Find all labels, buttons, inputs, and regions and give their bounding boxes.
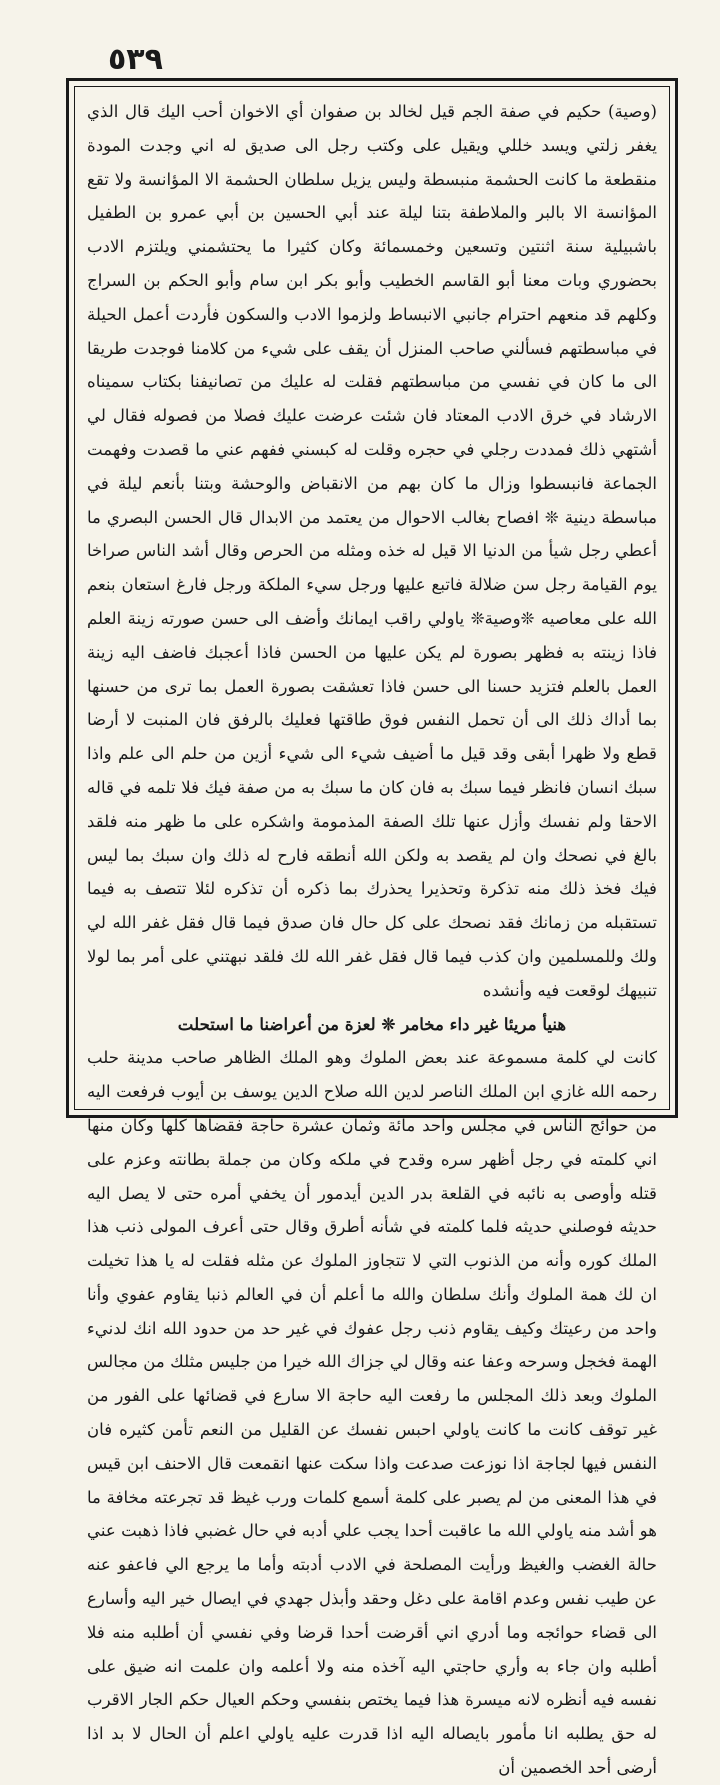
page-frame [66,78,678,1778]
text-block [87,95,657,1778]
page-frame-inner [74,86,670,1778]
paragraph: (وصية) حكيم في صفة الجم قيل لخالد بن صفوان أي الاخوان أحب اليك قال الذي يغفر زلتي ويسد خللي ويقيل على وكتب رجل الى صديق له اني وجدت المودة منقطعة ما كانت الحشمة منبسطة وليس يزيل سلطان الحشمة الا المؤانسة ولا تقع المؤانسة الا بالبر والملاطفة بتنا ليلة عند أبي الحسين بن أبي عمرو بن الطفيل باشبيلية سنة اثنتين وتسعين وخمسمائة وكان كثيرا ما يحتشمني ويلتزم الادب بحضوري وبات معنا أبو القاسم الخطيب وأبو بكر ابن سام وأبو الحكم بن السراج وكلهم قد منعهم احترام جانبي الانبساط ولزموا الادب والسكون فأردت أعمل الحيلة في مباسطتهم فسألني صاحب المنزل أن يقف على شيء من كلامنا فوجدت طريقا الى ما كان في نفسي من مباسطتهم فقلت له عليك من تصانيفنا بكتاب سميناه الارشاد في خرق الادب المعتاد فان شئت عرضت عليك فصلا من فصوله فقال لي أشتهي ذلك فمددت رجلي في حجره وقلت له كبسني ففهم عني ما قصدت وفهمت الجماعة فانبسطوا وزال ما كان بهم من الانقباض والوحشة وبتنا بأنعم ليلة في مباسطة دينية ❊ افصاح بغالب الاحوال من يعتمد من الابدال قال الحسن البصري ما أعطي رجل شيأ من الدنيا الا قيل له خذه ومثله من الحرص وقال أشد الناس صراخا يوم القيامة رجل سن ضلالة فاتبع عليها ورجل سيء الملكة ورجل فارغ استعان بنعم الله على معاصيه ❊وصية❊ ياولي راقب ايمانك وأضف الى حسن صورته زينة العلم فاذا زينته به فظهر بصورة لم يكن عليها من الحسن فاذا أعجبك فاضف اليه زينة العمل بالعلم فتزيد حسنا الى حسن فاذا تعشقت بصورة العمل بما ترى من حسنها بما أداك ذلك الى أن تحمل النفس فوق طاقتها فعليك بالرفق فان المنبت لا أرضا قطع ولا ظهرا أبقى وقد قيل ما أضيف شيء الى شيء أزين من حلم الى علم واذا سبك انسان فانظر فيما سبك به فان كان ما سبك به من صفة فيك فلا تلمه في قاله الاحقا ولم نفسك وأزل عنها تلك الصفة المذمومة واشكره على ما ظهر منه فلقد بالغ في نصحك وان لم يقصد به ولكن الله أنطقه فارح له ذلك وان سبك بما ليس فيك فخذ ذلك منه تذكرة وتحذيرا يحذرك بما ذكره أن تذكره لئلا تتصف به فيما تستقبله من زمانك فقد نصحك على كل حال فان صدق فيما قال فقل غفر الله لي ولك وللمسلمين وان كذب فيما قال فقل غفر الله لك فلقد نبهتني على أمر بما لولا تنبيهك لوقعت فيه وأنشده [87,102,657,1000]
page-number: ٥٣٩ [108,42,163,77]
verse-line: هنيأ مريئا غير داء مخامر ❊ لعزة من أعراضنا ما استحلت [177,1013,567,1034]
paragraph: كانت لي كلمة مسموعة عند بعض الملوك وهو الملك الظاهر صاحب مدينة حلب رحمه الله غازي ابن الملك الناصر لدين الله صلاح الدين يوسف بن أيوب فرفعت اليه من حوائج الناس في مجلس واحد مائة وثمان عشرة حاجة فقضاها كلها وكان منها اني كلمته في رجل أظهر سره وقدح في ملكه وكان من جملة بطانته وعزم على قتله وأوصى به نائبه في القلعة بدر الدين أيدمور أن يخفي أمره حتى لا يصل اليه حديثه فوصلني حديثه فلما كلمته في شأنه أطرق وقال حتى أعرف المولى ذنب هذا الملك كوره وأنه من الذنوب التي لا تتجاوز الملوك عن مثله فقلت له يا هذا تخيلت ان لك همة الملوك وأنك سلطان والله ما أعلم أن في العالم ذنبا يقاوم عفوي وأنا واحد من رعيتك وكيف يقاوم ذنب رجل عفوك في غير حد من حدود الله انك لدنيء الهمة فخجل وسرحه وعفا عنه وقال لي جزاك الله خيرا من جليس مثلك من مجالس الملوك وبعد ذلك المجلس ما رفعت اليه حاجة الا سارع في قضائها على الفور من غير توقف كانت ما كانت ياولي احبس نفسك عن القليل من النعم تأمن كثيره فان النفس فيها لجاجة اذا نوزعت صدعت واذا سكت عنها انقمعت قال الاحنف ابن قيس في هذا المعنى من لم يصبر على كلمة أسمع كلمات ورب غيظ قد تجرعته مخافة ما هو أشد منه ياولي الله ما عاقبت أحدا يجب علي أدبه في حال غضبي فاذا ذهبت عني حالة الغضب والغيظ ورأيت المصلحة في الادب أدبته وأما ما يرجع الي فاعفو عنه عن طيب نفس وعدم اقامة على دغل وحقد وأبذل جهدي في ايصال خير اليه وأسارع الى قضاء حوائجه وما أدري اني أقرضت أحدا قرضا وفي نفسي أن أطلبه منه فلا أطلبه وان جاء به وأري حاجتي اليه آخذه منه ولا أعلمه وان علمت انه ضيق على نفسه فيه أنظره لانه ميسرة هذا فيما يختص بنفسي وحكم العيال حكم الجار الاقرب له حق يطلبه انا مأمور بايصاله اليه اذا قدرت عليه ياولي اعلم أن الحال لا بد اذا أرضى أحد الخصمين أن [87,1048,657,1778]
